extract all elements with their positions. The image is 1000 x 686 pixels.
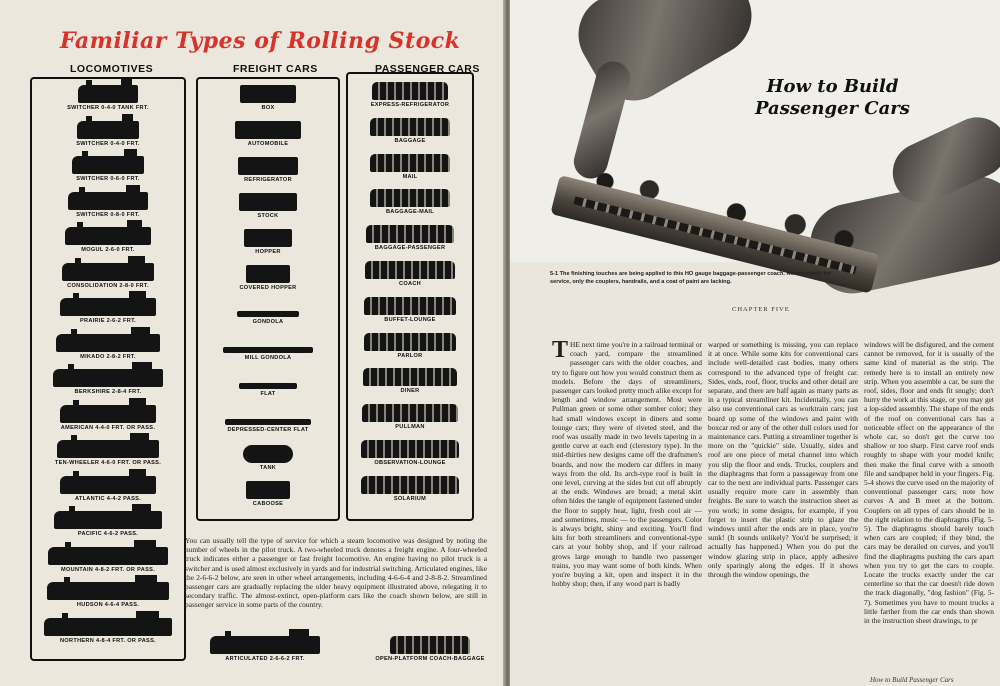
locomotives-label: SWITCHER 0-6-0 FRT. bbox=[76, 176, 140, 182]
passenger-silhouette bbox=[364, 297, 456, 315]
locomotives-label: CONSOLIDATION 2-8-0 FRT. bbox=[67, 282, 149, 289]
locomotives-item bbox=[32, 263, 184, 289]
locomotives-label: AMERICAN 4-4-0 FRT. OR PASS. bbox=[60, 424, 156, 431]
locomotives-item bbox=[32, 156, 184, 182]
freight-label: STOCK bbox=[257, 213, 279, 219]
locomotives-item bbox=[32, 334, 184, 360]
freight-cars-box bbox=[196, 77, 340, 521]
passenger-item bbox=[348, 476, 472, 502]
locomotives-silhouette bbox=[47, 582, 169, 600]
locomotives-silhouette bbox=[60, 476, 156, 494]
passenger-silhouette bbox=[370, 154, 450, 172]
passenger-label: MAIL bbox=[402, 173, 418, 180]
freight-label: MILL GONDOLA bbox=[244, 355, 292, 361]
locomotives-label: NORTHERN 4-8-4 FRT. OR PASS. bbox=[60, 637, 156, 644]
passenger-item bbox=[348, 368, 472, 394]
freight-label: HOPPER bbox=[255, 249, 281, 255]
passenger-item bbox=[348, 154, 472, 180]
passenger-silhouette bbox=[361, 476, 459, 494]
freight-item bbox=[198, 121, 338, 147]
articulated-label: ARTICULATED 2-6-6-2 FRT. bbox=[225, 656, 305, 662]
drop-cap: T bbox=[552, 337, 569, 363]
photo-hands-building-coach bbox=[510, 0, 1000, 262]
locomotives-silhouette bbox=[68, 192, 148, 210]
freight-silhouette bbox=[244, 229, 292, 247]
passenger-silhouette bbox=[361, 440, 459, 458]
passenger-item bbox=[348, 225, 472, 251]
passenger-label: BAGGAGE-PASSENGER bbox=[374, 245, 446, 252]
passenger-item bbox=[348, 82, 472, 108]
text-column-1 bbox=[552, 337, 703, 589]
passenger-label: BUFFET-LOUNGE bbox=[384, 316, 436, 323]
freight-silhouette bbox=[223, 347, 313, 353]
locomotives-silhouette bbox=[65, 227, 151, 245]
passenger-item bbox=[348, 333, 472, 359]
chapter-title-line1: How to Build bbox=[766, 76, 899, 97]
freight-silhouette bbox=[246, 481, 290, 499]
passenger-label: EXPRESS-REFRIGERATOR bbox=[370, 102, 450, 108]
locomotives-item bbox=[32, 582, 184, 608]
passenger-label: SOLARIUM bbox=[393, 495, 427, 502]
freight-silhouette bbox=[239, 193, 297, 211]
freight-silhouette bbox=[235, 121, 301, 139]
locomotives-item bbox=[32, 227, 184, 253]
right-page bbox=[510, 0, 1000, 686]
passenger-silhouette bbox=[366, 225, 454, 243]
freight-cars-heading: FREIGHT CARS bbox=[233, 63, 318, 75]
freight-silhouette bbox=[238, 157, 298, 175]
passenger-label: PARLOR bbox=[397, 352, 423, 359]
passenger-item bbox=[348, 440, 472, 466]
passenger-item bbox=[348, 118, 472, 144]
locomotives-label: PACIFIC 4-6-2 PASS. bbox=[77, 531, 139, 537]
text-column-3: windows will be disfigured, and the cement cannot be removed, for it is usually of the same kind of material as the strip. The remedy here is to install an entirely new strip. When you assemble a car, be sure the roof, sides, floor and ends fit snugly; don't hurry the work at this stage, or you may get a lop-sided assembly. The shape of the ends of the roof on conventional cars has a noticeable effect on the appearance of the whole car, so don't get the curve too shallow or too sharp. First carve roof ends roughly to shape with your model knife; then make the final curve with a smooth file and sandpaper held in your fingers. Fig. 5-4 shows the curve used on the majority of conventional passenger cars; note how curves A and B meet at the bottom. Couplers on all types of cars should be in the right relation to the diaphragms (Fig. 5-5). The diaphragms should barely touch when cars are coupled; if they bind, the cars may be derailed on curves, and you'll find the diaphragms pushing the cars apart when you try to get the cars to couple. Locate the trucks exactly under the car centerline so that the car doesn't ride down the track diagonally, "dog fashion" (Fig. 5-7). Sometimes you have to mount trucks a little farther from the car ends than shown in the instruction sheet drawings, to pr bbox=[864, 340, 994, 626]
locomotives-label: BERKSHIRE 2-8-4 FRT. bbox=[74, 389, 142, 395]
freight-silhouette bbox=[239, 383, 297, 389]
passenger-silhouette bbox=[370, 189, 450, 207]
freight-item bbox=[198, 445, 338, 471]
locomotives-silhouette bbox=[48, 547, 168, 565]
passenger-item bbox=[348, 404, 472, 430]
freight-item bbox=[198, 193, 338, 219]
freight-label: AUTOMOBILE bbox=[247, 141, 289, 147]
locomotives-label: SWITCHER 0-4-0 FRT. bbox=[76, 140, 140, 147]
locomotives-silhouette bbox=[54, 511, 162, 529]
passenger-label: OBSERVATION-LOUNGE bbox=[374, 460, 446, 466]
locomotives-label: MIKADO 2-8-2 FRT. bbox=[80, 353, 136, 360]
articulated-silhouette bbox=[210, 636, 320, 654]
passenger-cars-box bbox=[346, 72, 474, 521]
passenger-label: PULLMAN bbox=[395, 424, 425, 431]
passenger-label: BAGGAGE bbox=[394, 137, 426, 144]
locomotives-box bbox=[30, 77, 186, 661]
locomotives-silhouette bbox=[57, 440, 159, 458]
locomotives-item bbox=[32, 369, 184, 395]
locomotives-label: MOGUL 2-6-0 FRT. bbox=[81, 247, 135, 253]
locomotives-item bbox=[32, 85, 184, 111]
locomotives-label: TEN-WHEELER 4-6-0 FRT. OR PASS. bbox=[54, 460, 162, 466]
passenger-item bbox=[348, 261, 472, 287]
freight-item bbox=[198, 337, 338, 361]
locomotives-label: ATLANTIC 4-4-2 PASS. bbox=[74, 495, 142, 502]
passenger-silhouette bbox=[362, 404, 458, 422]
locomotives-item bbox=[32, 511, 184, 537]
locomotives-silhouette bbox=[60, 405, 156, 423]
locomotives-item bbox=[32, 618, 184, 644]
passenger-silhouette bbox=[363, 368, 457, 386]
passenger-silhouette bbox=[372, 82, 448, 100]
freight-item bbox=[198, 265, 338, 291]
chapter-number: CHAPTER FIVE bbox=[732, 306, 790, 313]
freight-silhouette bbox=[246, 265, 290, 283]
text-column-2: warped or something is missing, you can replace it at once. While some kits for conventional cars include well-detailed cast bodies, many others correspond to the advanced type of freight car. Sides, ends, roof, floor, trucks and other detail are separate, and there are half again as many parts as in a typical streamliner kit. Incidentally, you can also use conventional cars as worktrain cars; just board up some of the windows and paint with boxcar red or any of the other dull colors used for maintenance cars. Putting a streamliner together is more on the "quickie" side. Usually, sides and roof are one piece of metal channel into which you slip the floor and ends. Trucks, couplers and the diaphragms that form a passageway from one car to the next are individual parts. Passenger cars usually require more care in assembly than freights. Be sure to watch the instruction sheet as you work; in some designs, for example, if you forget to insert the plastic strip to glaze the windows until after the ends are in place, you're sunk! (It sounds unlikely? You'd be surprised; it actually has happened.) When you do put the window glazing strip in place, apply adhesive only sparingly along the edges. If it shows through the window openings, the bbox=[708, 340, 858, 580]
chapter-title-line2: Passenger Cars bbox=[755, 98, 910, 119]
rolling-stock-body-text: You can usually tell the type of service for which a steam locomotive was designed by noting the number of wheels in the pilot truck. A two-wheeled truck denotes a freight engine. A four-wheeled truck indicates either a passenger or fast freight locomotive. An engine having no pilot truck is a switcher and is used almost exclusively in yards and for industrial switching. Articulated engines, like the 2-6-6-2 below, are seen in other wheel arrangements, including 4-6-6-4 and 2-8-8-2. Streamlined passenger cars are gradually replacing the older heavy equipment illustrated above, relegating it to secondary traffic. The almost-extinct, open-platform cars like the coach shown below, are still in passenger service in some parts of the country. bbox=[185, 536, 487, 610]
passenger-silhouette bbox=[370, 118, 450, 136]
freight-item bbox=[198, 157, 338, 183]
passenger-label: BAGGAGE-MAIL bbox=[385, 209, 435, 216]
passenger-item bbox=[348, 297, 472, 323]
locomotives-label: HUDSON 4-6-4 PASS. bbox=[76, 602, 140, 608]
page-title: Familiar Types of Rolling Stock bbox=[60, 28, 461, 54]
freight-label: BOX bbox=[261, 105, 275, 111]
locomotives-silhouette bbox=[72, 156, 144, 174]
locomotives-label: MOUNTAIN 4-8-2 FRT. OR PASS. bbox=[61, 566, 155, 573]
locomotives-item bbox=[32, 298, 184, 324]
freight-label: FLAT bbox=[260, 391, 276, 397]
freight-item bbox=[198, 373, 338, 397]
locomotives-silhouette bbox=[62, 263, 154, 281]
open-platform-silhouette bbox=[390, 636, 470, 654]
freight-item bbox=[198, 481, 338, 507]
freight-silhouette bbox=[225, 419, 311, 425]
locomotives-silhouette bbox=[78, 85, 138, 103]
passenger-silhouette bbox=[365, 261, 455, 279]
locomotives-silhouette bbox=[77, 121, 139, 139]
locomotives-silhouette bbox=[56, 334, 160, 352]
locomotives-item bbox=[32, 440, 184, 466]
freight-label: REFRIGERATOR bbox=[244, 177, 292, 183]
freight-silhouette bbox=[240, 85, 296, 103]
locomotives-item bbox=[32, 476, 184, 502]
open-platform-label: OPEN-PLATFORM COACH-BAGGAGE bbox=[375, 656, 485, 662]
freight-label: DEPRESSED-CENTER FLAT bbox=[227, 427, 309, 433]
freight-item bbox=[198, 229, 338, 255]
passenger-silhouette bbox=[364, 333, 456, 351]
locomotives-silhouette bbox=[44, 618, 172, 636]
freight-item bbox=[198, 85, 338, 111]
freight-item bbox=[198, 301, 338, 325]
locomotives-item bbox=[32, 192, 184, 218]
freight-label: TANK bbox=[259, 465, 277, 471]
passenger-label: DINER bbox=[400, 388, 420, 395]
freight-silhouette bbox=[243, 445, 293, 463]
locomotives-heading: LOCOMOTIVES bbox=[70, 63, 154, 75]
locomotives-item bbox=[32, 405, 184, 431]
passenger-cars-heading: PASSENGER CARS bbox=[375, 63, 480, 75]
chapter-title bbox=[755, 76, 910, 120]
freight-label: GONDOLA bbox=[252, 319, 284, 325]
freight-label: COVERED HOPPER bbox=[239, 285, 297, 291]
articulated-locomotive bbox=[195, 636, 335, 662]
running-footer: How to Build Passenger Cars bbox=[870, 676, 954, 684]
locomotives-label: PRAIRIE 2-6-2 FRT. bbox=[79, 318, 137, 324]
locomotives-silhouette bbox=[60, 298, 156, 316]
passenger-item bbox=[348, 189, 472, 215]
passenger-label: COACH bbox=[398, 281, 421, 287]
open-platform-car bbox=[365, 636, 495, 662]
freight-item bbox=[198, 409, 338, 433]
photo-caption: 5-1 The finishing touches are being applied to this HO gauge baggage-passenger coach. Almost ready for service, only the couplers, handrails, and a coat of paint are lacking. bbox=[550, 271, 831, 285]
freight-label: CABOOSE bbox=[252, 501, 284, 507]
locomotives-label: SWITCHER 0-8-0 FRT. bbox=[76, 211, 140, 218]
locomotives-item bbox=[32, 547, 184, 573]
locomotives-item bbox=[32, 121, 184, 147]
locomotives-label: SWITCHER 0-4-0 TANK FRT. bbox=[67, 105, 149, 111]
locomotives-silhouette bbox=[53, 369, 163, 387]
freight-silhouette bbox=[237, 311, 299, 317]
text-column-1-body: HE next time you're in a railroad terminal or coach yard, compare the streamlined passenger cars with the older coaches, and try to figure out how you would construct them as models. Before the days of streamliners, passenger cars looked pretty much alike except for length and window arrangement. Most were Pullman green or some other somber color; they had small windows except in diners and some lounge cars; they were of riveted steel, and the roof was usually made in two levels tapering in a gentle curve at each end (clerestory type). In the mid-thirties new designs came off the draftsmen's boards, and now the modern car differs in many ways from the old. Its arch-type roof is built in one level, curving at the sides but cut off abruptly at the ends. Windows are broad; a metal skirt often hides the tangle of equipment fastened under the floor to supply heat, light, fresh cool air — and sometimes, music — to the passengers. Color is always bright, shiny and exciting. You'll find kits for both streamliners and conventional-type cars at your hobby shop, and if your railroad grows large enough to handle two passenger trains, you may want some of both kinds. When you're buying a kit, open and inspect it in the hobby shop; then, if any wood part is badly bbox=[552, 340, 703, 589]
